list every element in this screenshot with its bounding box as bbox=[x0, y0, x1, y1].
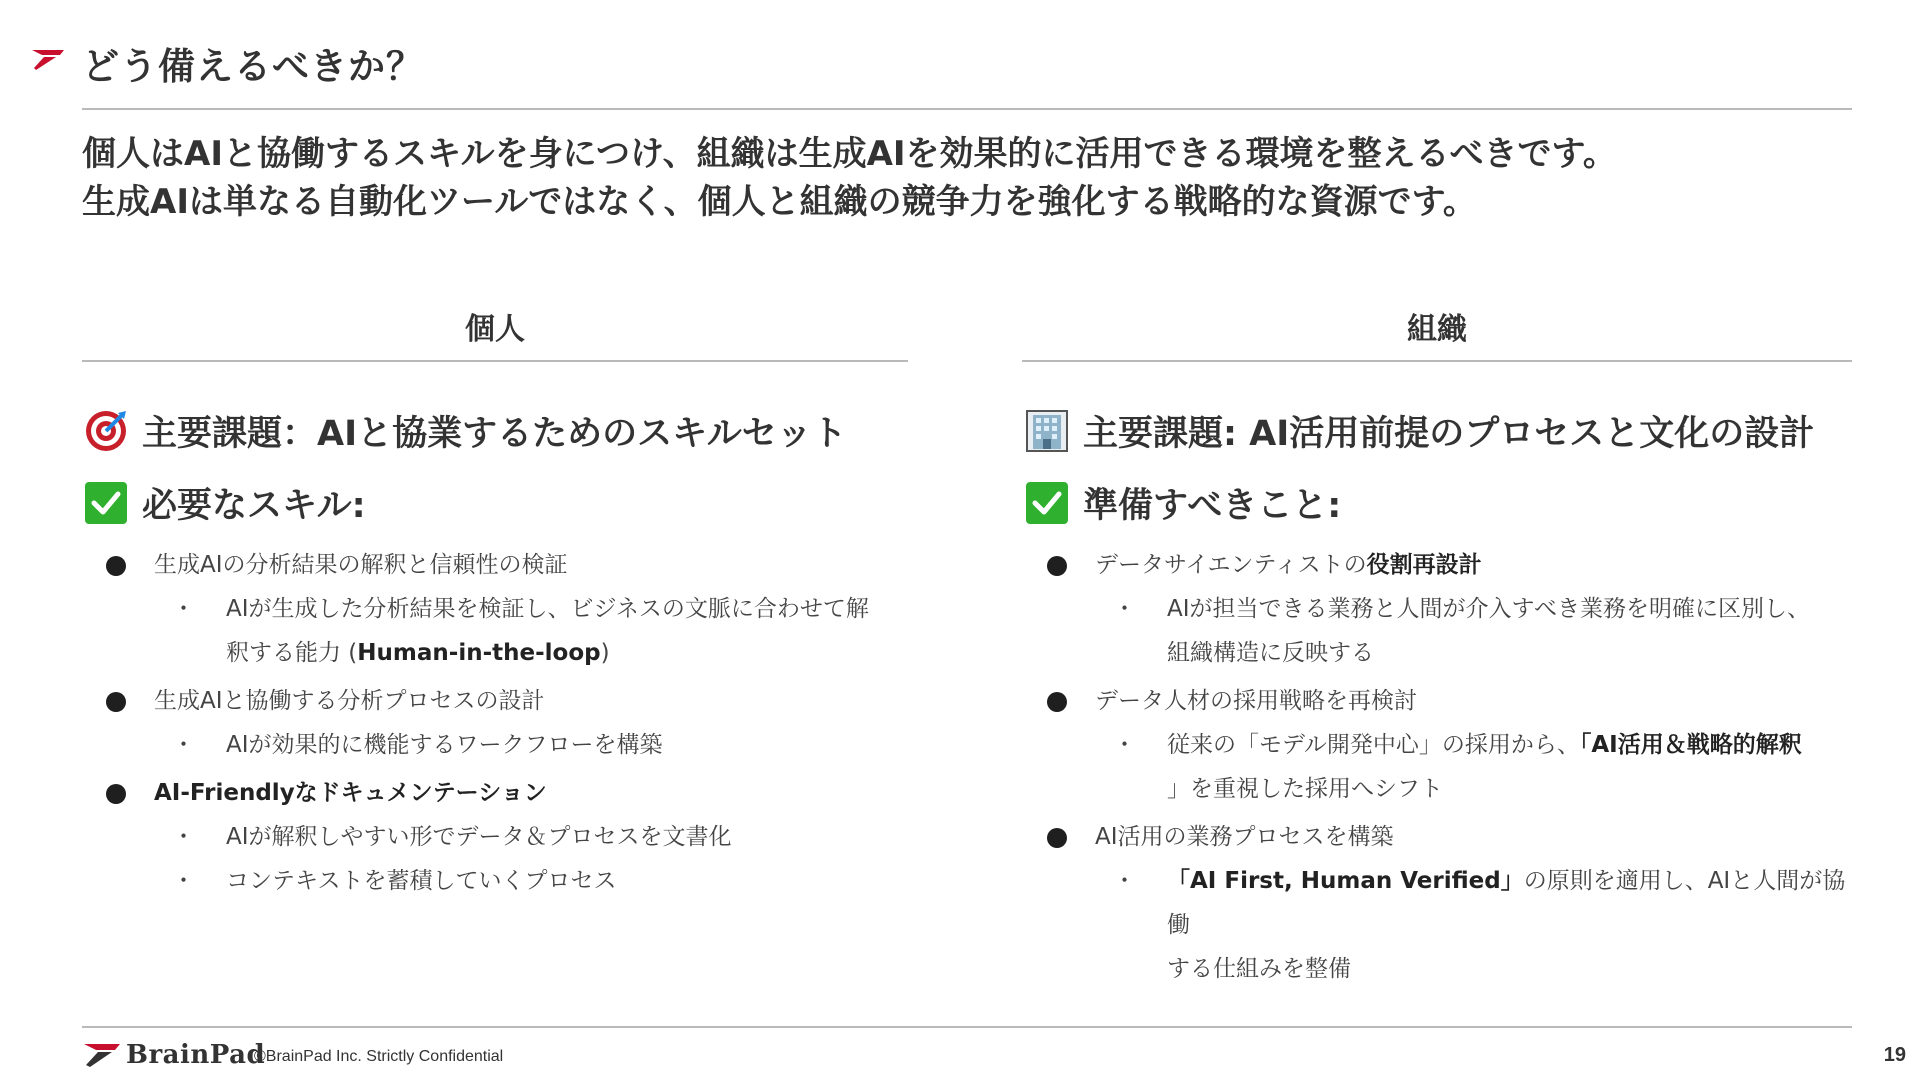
slide-title: どう備えるべきか？ bbox=[82, 45, 424, 88]
sub-list-item: ・ 「AI First, Human Verified」の原則を適用し、AIと人間が協働 する仕組みを整備 bbox=[1025, 859, 1855, 991]
page-number: 19 bbox=[1883, 1044, 1906, 1066]
target-icon bbox=[84, 409, 128, 453]
brand-mark-icon bbox=[30, 48, 66, 72]
list-item: AI活用の業務プロセスを構築 bbox=[1025, 815, 1855, 859]
organization-prep-heading bbox=[1025, 477, 1855, 529]
check-mark-icon bbox=[84, 481, 128, 525]
individual-challenge bbox=[84, 405, 924, 457]
individual-skills-heading-text: 必要なスキル: bbox=[142, 486, 366, 526]
column-header-organization: 組織 bbox=[1407, 312, 1467, 347]
individual-skill-list bbox=[84, 543, 924, 903]
list-item: データサイエンティストの役割再設計 bbox=[1025, 543, 1855, 587]
sub-list-item: ・ AIが生成した分析結果を検証し、ビジネスの文脈に合わせて解 釈する能力 (Human-in-the-loop) bbox=[84, 587, 924, 675]
footer-divider bbox=[82, 1026, 1852, 1028]
sub-list-item: ・ AIが効果的に機能するワークフローを構築 bbox=[84, 723, 924, 767]
list-item: AI-Friendlyなドキュメンテーション bbox=[84, 771, 924, 815]
organization-challenge bbox=[1025, 405, 1855, 457]
lead-line-1: 個人はAIと協働するスキルを身につけ、組織は生成AIを効果的に活用できる環境を整えるべきです。 bbox=[82, 134, 1617, 174]
check-mark-icon bbox=[1025, 481, 1069, 525]
lead-text bbox=[82, 130, 1862, 226]
list-item: データ人材の採用戦略を再検討 bbox=[1025, 679, 1855, 723]
sub-list-item: ・ 従来の「モデル開発中心」の採用から、「AI活用＆戦略的解釈 」を重視した採用へシフト bbox=[1025, 723, 1855, 811]
organization-prep-heading-text: 準備すべきこと: bbox=[1083, 486, 1342, 526]
individual-column bbox=[84, 405, 924, 903]
sub-list-item: ・ AIが担当できる業務と人間が介入すべき業務を明確に区別し、 組織構造に反映する bbox=[1025, 587, 1855, 675]
list-item: 生成AIと協働する分析プロセスの設計 bbox=[84, 679, 924, 723]
individual-skills-heading bbox=[84, 477, 924, 529]
organization-prep-list bbox=[1025, 543, 1855, 991]
title-divider bbox=[82, 108, 1852, 110]
copyright-text: ©BrainPad Inc. Strictly Confidential bbox=[254, 1048, 504, 1065]
organization-challenge-text: 主要課題: AI活用前提のプロセスと文化の設計 bbox=[1083, 414, 1815, 454]
column-header-individual: 個人 bbox=[465, 312, 525, 347]
sub-list-item: ・ AIが解釈しやすい形でデータ＆プロセスを文書化 bbox=[84, 815, 924, 859]
list-item: 生成AIの分析結果の解釈と信頼性の検証 bbox=[84, 543, 924, 587]
organization-column bbox=[1025, 405, 1855, 991]
brand-name: BrainPad bbox=[126, 1040, 266, 1070]
column-divider-individual bbox=[82, 360, 908, 362]
sub-list-item: ・ コンテキストを蓄積していくプロセス bbox=[84, 859, 924, 903]
brand-logo-mark-icon bbox=[82, 1041, 122, 1069]
office-building-icon bbox=[1025, 409, 1069, 453]
column-divider-organization bbox=[1022, 360, 1852, 362]
lead-line-2: 生成AIは単なる自動化ツールではなく、個人と組織の競争力を強化する戦略的な資源です。 bbox=[82, 182, 1477, 222]
brand-logo bbox=[82, 1040, 265, 1070]
individual-challenge-text: 主要課題：AIと協業するためのスキルセット bbox=[142, 414, 847, 454]
